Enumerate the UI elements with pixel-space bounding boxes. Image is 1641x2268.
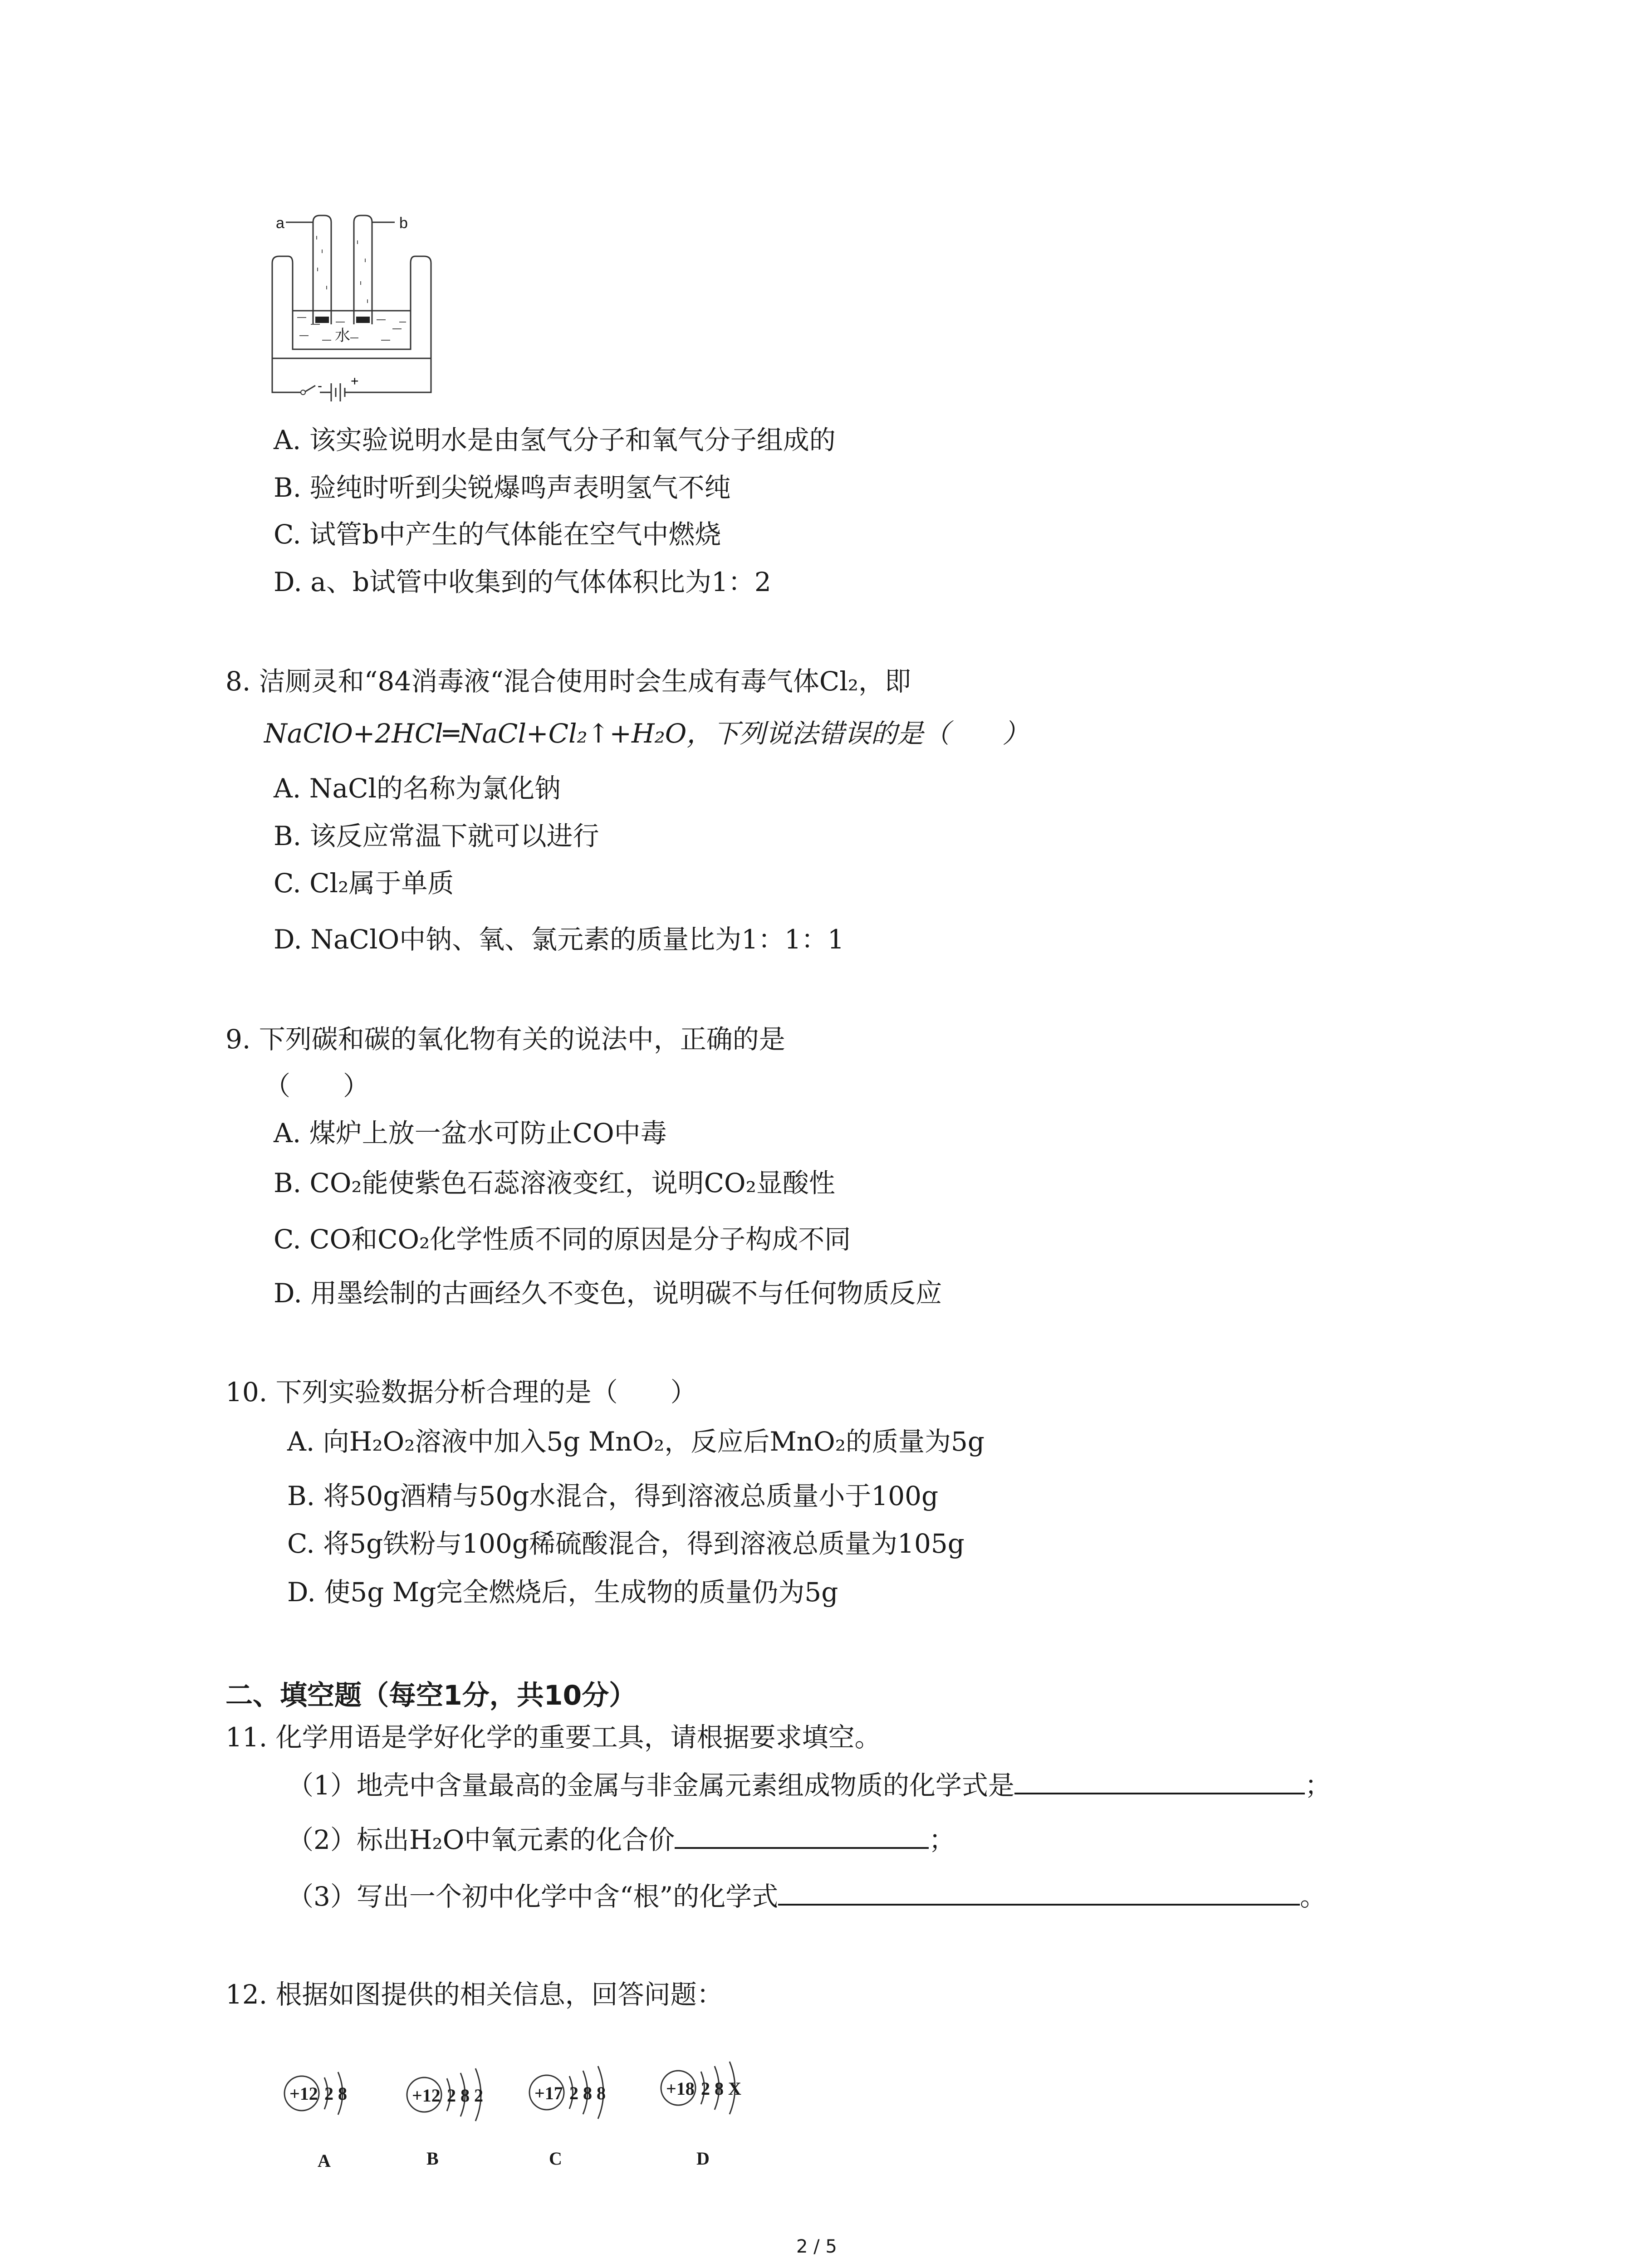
q10-stem: 10. 下列实验数据分析合理的是（ ） bbox=[225, 1377, 697, 1408]
q11-item-2-text: （2）标出H₂O中氧元素的化合价 bbox=[287, 1824, 675, 1855]
q11-item-1-end: ； bbox=[1304, 1770, 1331, 1801]
atom-d-shells: 2 8 X bbox=[701, 2078, 741, 2099]
atom-d-label: D bbox=[696, 2148, 710, 2169]
q8-stem-line2: NaClO+2HCl═NaCl+Cl₂↑+H₂O，下列说法错误的是（ ） bbox=[264, 718, 1029, 749]
q8-option-a: A. NaCl的名称为氯化钠 bbox=[274, 773, 561, 804]
q12-stem: 12. 根据如图提供的相关信息，回答问题： bbox=[225, 1979, 723, 2010]
q8-option-c: C. Cl₂属于单质 bbox=[274, 868, 454, 899]
answer-blank-2[interactable] bbox=[675, 1823, 929, 1849]
tube-label-a: a bbox=[276, 215, 284, 232]
atom-a-nucleus: +12 bbox=[289, 2083, 318, 2104]
q8-option-b: B. 该反应常温下就可以进行 bbox=[274, 821, 599, 851]
atom-diagram-c bbox=[526, 2057, 635, 2169]
q9-option-d: D. 用墨绘制的古画经久不变色，说明碳不与任何物质反应 bbox=[274, 1278, 942, 1309]
q7-option-d: D. a、b试管中收集到的气体体积比为1：2 bbox=[274, 567, 771, 597]
atom-c-label: C bbox=[549, 2148, 562, 2169]
q11-item-2 bbox=[287, 1823, 955, 1856]
q10-option-a: A. 向H₂O₂溶液中加入5g MnO₂，反应后MnO₂的质量为5g bbox=[287, 1426, 985, 1457]
q7-option-a: A. 该实验说明水是由氢气分子和氧气分子组成的 bbox=[274, 425, 836, 455]
tube-label-b: b bbox=[399, 215, 408, 232]
q9-option-c: C. CO和CO₂化学性质不同的原因是分子构成不同 bbox=[274, 1224, 851, 1255]
q7-option-b: B. 验纯时听到尖锐爆鸣声表明氢气不纯 bbox=[274, 472, 731, 503]
q9-stem-line2: （ ） bbox=[264, 1070, 370, 1101]
page-number: 2 / 5 bbox=[796, 2236, 837, 2257]
q11-item-1 bbox=[287, 1769, 1331, 1801]
atom-a-label: A bbox=[318, 2151, 331, 2171]
q9-option-a: A. 煤炉上放一盆水可防止CO中毒 bbox=[274, 1118, 667, 1149]
q11-item-3-text: （3）写出一个初中化学中含“根”的化学式 bbox=[287, 1881, 779, 1912]
svg-text:+: + bbox=[351, 374, 359, 389]
water-label: 水 bbox=[335, 323, 350, 345]
atom-b-nucleus: +12 bbox=[412, 2085, 441, 2106]
atom-c-nucleus: +17 bbox=[534, 2083, 563, 2103]
q11-stem: 11. 化学用语是学好化学的重要工具，请根据要求填空。 bbox=[225, 1722, 881, 1753]
q8-stem-line1: 8. 洁厕灵和“84消毒液“混合使用时会生成有毒气体Cl₂，即 bbox=[225, 666, 911, 697]
answer-blank-1[interactable] bbox=[1014, 1769, 1305, 1794]
svg-text:-: - bbox=[318, 378, 322, 393]
atom-diagram-b bbox=[404, 2059, 513, 2169]
electrolysis-apparatus-figure bbox=[263, 213, 454, 413]
q11-item-3-end: 。 bbox=[1300, 1881, 1327, 1912]
q11-item-1-text: （1）地壳中含量最高的金属与非金属元素组成物质的化学式是 bbox=[287, 1770, 1014, 1801]
q11-item-2-end: ； bbox=[929, 1824, 955, 1855]
atom-d-nucleus: +18 bbox=[666, 2078, 695, 2099]
q7-option-c: C. 试管b中产生的气体能在空气中燃烧 bbox=[274, 519, 721, 550]
atom-b-label: B bbox=[426, 2148, 439, 2169]
atom-c-shells: 2 8 8 bbox=[569, 2083, 606, 2103]
atom-b-shells: 2 8 2 bbox=[447, 2085, 483, 2106]
atom-diagram-d bbox=[658, 2053, 767, 2169]
q8-option-d: D. NaClO中钠、氧、氯元素的质量比为1：1：1 bbox=[274, 924, 844, 955]
q10-option-b: B. 将50g酒精与50g水混合，得到溶液总质量小于100g bbox=[287, 1481, 939, 1511]
answer-blank-3[interactable] bbox=[778, 1880, 1300, 1906]
q10-option-d: D. 使5g Mg完全燃烧后，生成物的质量仍为5g bbox=[287, 1577, 838, 1608]
atom-a-shells: 2 8 bbox=[324, 2083, 347, 2104]
section-title: 二、填空题（每空1分，共10分） bbox=[225, 1680, 637, 1711]
q11-item-3 bbox=[287, 1880, 1326, 1912]
q9-stem-line1: 9. 下列碳和碳的氧化物有关的说法中，正确的是 bbox=[225, 1024, 785, 1055]
atom-diagram-a bbox=[281, 2059, 381, 2171]
q10-option-c: C. 将5g铁粉与100g稀硫酸混合，得到溶液总质量为105g bbox=[287, 1528, 965, 1559]
q9-option-b: B. CO₂能使紫色石蕊溶液变红，说明CO₂显酸性 bbox=[274, 1168, 835, 1198]
